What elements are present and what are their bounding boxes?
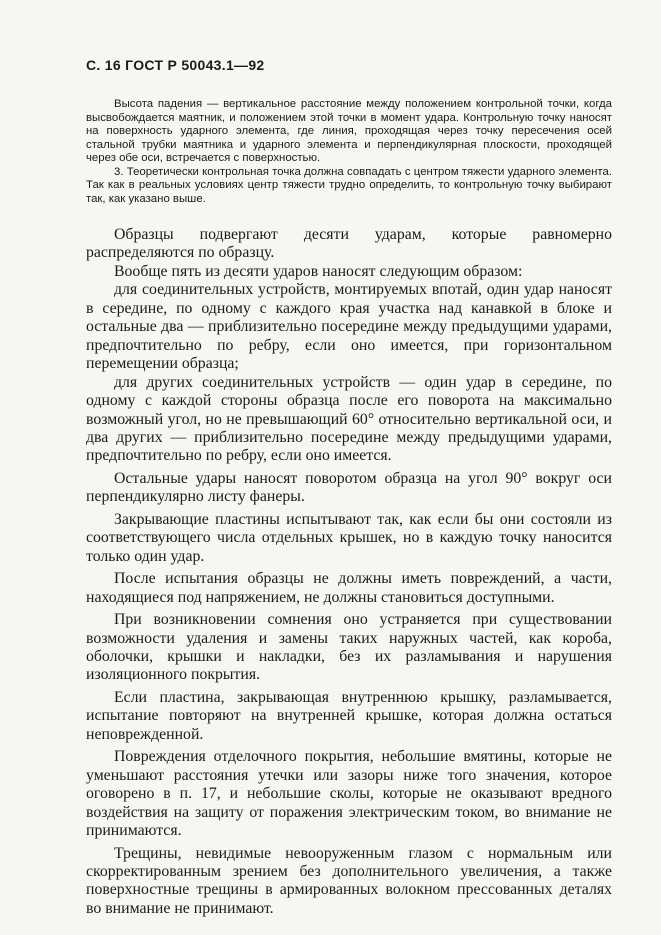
page-header: С. 16 ГОСТ Р 50043.1—92 (86, 57, 265, 73)
paragraph: Образцы подвергают десяти ударам, которые равномерно распределяются по образцу. (86, 226, 612, 262)
paragraph: для других соединительных устройств — один удар в середине, по одному с каждой стороны образца после его поворота на максимально возможный угол, но не превышающий 60° относительно вертикальной оси, и два других — приблизительно посередине между предыдущими ударами, предпочтительно по ребру, если оно имеется. (86, 373, 612, 465)
paragraph: При возникновении сомнения оно устраняется при существовании возможности удаления и замены таких наружных частей, как короба, оболочки, крышки и накладки, без их разламывания и нарушения изоляционного покрытия. (86, 611, 612, 684)
paragraph: для соединительных устройств, монтируемых впотай, один удар наносят в середине, по одному с каждого края участка над канавкой в блоке и остальные два — приблизительно посередине между предыдущими ударами, предпочтительно по ребру, если оно имеется, при горизонтальном перемещении образца; (86, 281, 612, 373)
paragraph: Если пластина, закрывающая внутреннюю крышку, разламывается, испытание повторяют на внутренней крышке, которая должна остаться неповрежденной. (86, 688, 612, 743)
paragraph: После испытания образцы не должны иметь повреждений, а части, находящиеся под напряжением, не должны становиться доступными. (86, 570, 612, 606)
paragraph: Трещины, невидимые невооруженным глазом с нормальным или скорректированным зрением без дополнительного увеличения, а также поверхностные трещины в армированных волокном прессованных деталях во внимание не принимают. (86, 844, 612, 917)
paragraph: Вообще пять из десяти ударов наносят следующим образом: (114, 262, 523, 280)
notes-block (86, 98, 612, 206)
paragraph: Повреждения отделочного покрытия, небольшие вмятины, которые не уменьшают расстояния утечки или зазоры ниже того значения, которое оговорено в п. 17, и небольшие сколы, которые не оказывают вредного воздействия на защиту от поражения электрическим током, во внимание не принимаются. (86, 748, 612, 840)
note-3: 3. Теоретически контрольная точка должна совпадать с центром тяжести ударного элемента. Так как в реальных условиях центр тяжести трудно определить, то контрольную точку выбирают так, как указано выше. (86, 165, 612, 205)
main-text (86, 226, 612, 918)
note-drop-height: Высота падения — вертикальное расстояние между положением контрольной точки, когда высвобождается маятник, и положением этой точки в момент удара. Контрольную точку наносят на поверхность ударного элемента, где линия, проходящая через точку пересечения осей стальной трубки маятника и ударного элемента и перпендикулярная плоскости, проходящей через обе оси, встречается с поверхностью. (86, 98, 612, 165)
paragraph: Остальные удары наносят поворотом образца на угол 90° вокруг оси перпендикулярно листу фанеры. (86, 469, 612, 506)
paragraph: Закрывающие пластины испытывают так, как если бы они состояли из соответствующего числа отдельных крышек, но в каждую точку наносится только один удар. (86, 510, 612, 565)
